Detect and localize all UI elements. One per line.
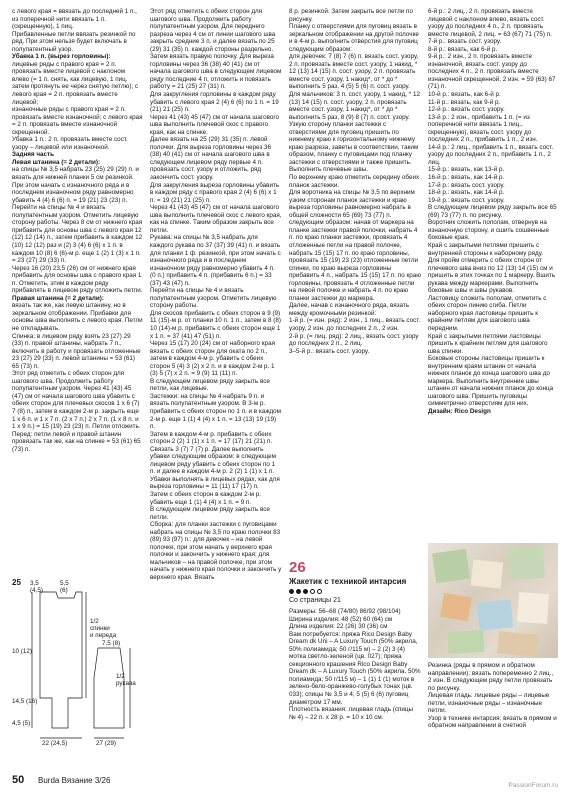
schematic-label: и переда	[90, 632, 117, 639]
magazine-issue: Burda Вязание 3/26	[38, 776, 111, 785]
difficulty-dot	[310, 589, 315, 594]
paragraph: 17-й р.: вязать сост. узору.	[428, 181, 505, 189]
paragraph: Прибавленные петли ввязать резинкой по ряд. При этом нельзя будет включать в полупатентный узор.	[12, 30, 136, 53]
paragraph: 12-й р.: вязать сост. узору.	[428, 106, 505, 114]
paragraph: Планку с отверстиями для пуговиц вязать в зеркальном отображении на другой полочке и в 4-м р. выполнить отверстия для пуговиц следующим образом:	[289, 23, 419, 53]
watermark: PassionForum.ru	[508, 782, 558, 789]
paragraph: В следующем лицевом ряду закрыть все 65 (69) 73 (77) п. по рисунку.	[428, 204, 557, 219]
difficulty-dot	[296, 589, 301, 594]
text-column-3	[289, 8, 421, 560]
paragraph: Далее вязать на 25 (29) 31 (35) п. левой полочки. Для выреза горловины через 36 (38) 40 (41) см от начала шагового шва в следующем лицевом ряду первые 4 п. провязать сост. узору и отложить, ряд закончить сост. узору.	[150, 136, 272, 182]
schematic-label: 22 (24,5)	[42, 740, 68, 747]
schematic-label: 10 (12)	[12, 648, 32, 655]
paragraph: Задняя часть	[12, 151, 54, 159]
paragraph: Через 16 (20) 23,5 (26) см от нижнего края прибавить для основы шва с правого края 1 п. Отметить, этим в каждом ряду прибавлять в лицевом ряду отложить петли.	[12, 264, 143, 295]
schematic-label: (6)	[60, 587, 68, 594]
text-column-2	[150, 8, 282, 776]
paragraph: Далее, начав с изнаночного ряда, вязать между кромочными резинкой:	[289, 302, 410, 317]
difficulty-dot	[317, 589, 322, 594]
paragraph: 7-й р.: вязать сост. узору.	[428, 38, 502, 46]
paragraph: В следующем лицевом ряду закрыть все петли, как лицевые.	[150, 377, 270, 393]
paragraph: Вам потребуется: пряжа Rico Design Baby Dream dk Uni – A Luxury Touch (50% акрила, 50% полиамида; 50 г/115 м) – 2 (2) 3 (4) мотка светло-зеленой (цв. 027); пряжа секционного крашения Rico Design Baby Dream dk – A Luxury Touch (50% акрила, 50% полиамида; 50 г/115 м) – 1 (1) 1 (1) моток в зелено-бело-оранжево-голубых тонах (цв. 033); спицы № 3,5 и 4; 5 (5) 6 (6) пуговиц диаметром 17 мм.	[289, 630, 421, 706]
paragraph: Убавка 1 п.: 2 п. провязать вместе сост. узору – лицевой или изнаночной.	[12, 136, 128, 151]
paragraph: Перейти на спицы № 4 и вязать полупатентным узором. Отметить лицевую сторону работы.	[150, 287, 277, 310]
paragraph: изнаночные ряды с правого края = 2 п. провязать вместе изнаночной; с левого края = 2 п. провязать вместе изнаночной скрещенной.	[12, 106, 143, 136]
schematic-label: 7,5 (8)	[102, 640, 121, 647]
paragraph: Воротник сложить пополам, отвернув на изнаночную сторону, и сшить сошвенные боковые края.	[428, 219, 549, 242]
project-specs	[289, 608, 421, 721]
paragraph: 1-й р. (= изн. ряд): 2 изн., 1 лиц., вязать сост. узору, 2 изн. до последних 2 п., 2 изн.	[289, 317, 421, 332]
paragraph: Резинка (ряды в прямом и обратном направлении): вязать попеременно 2 лиц., 2 изн. В следующем ряду петли провязать по рисунку.	[428, 662, 554, 692]
schematic-label: 27 (29)	[96, 740, 116, 747]
paragraph: Длина изделия: 22 (26) 30 (36) см	[289, 623, 388, 631]
paragraph: 10-й р.: вязать, как 6-й р.	[428, 91, 501, 99]
paragraph: 8-й р.: вязать, как 6-й р.	[428, 45, 498, 53]
paragraph: лицевые ряды с правого края = 2 п. провязать вместе лицевой с наклоном влево (= 1 п. снять, как лицевую, 1 пиц. затем протянуть ее через снятую петлю); с левого края = 2 п. провязать вместе лицевой;	[12, 60, 138, 106]
paragraph: для девочек: 7 (8) 7 (6) п. вязать сост. узору, 2 п. провязать вместе сост. узору, 1 накид, * 12 (13) 14 (15) п. сост. узору, 2 п. провязать вместе сост. узору, 1 накид*, от * до * выполнить 5 раз, 4 (5) 5 (6) п. сост. узору.	[289, 53, 419, 91]
paragraph: Затем в каждом 4-м р. прибавить с обеих сторон 2 (2) 1 (1) х 1 п. = 17 (17) 21 (21) п.	[150, 430, 273, 446]
paragraph: Левая штанина (= 2 детали):	[12, 158, 101, 166]
paragraph: Плотность вязания: лицевая гладь (спицы № 4) – 22 п. х 28 р. = 10 х 10 см.	[289, 706, 414, 721]
project-number: 26	[289, 559, 306, 576]
paragraph: Застежки: на спицы № 4 набрать 9 п. и вязать полупатентным узором. В 3-м р. прибавить с обеих сторон по 1 п. и в каждом 2-м р. еще 1 (1) 4 (4) х 1 п. = 13 (13) 19 (19) п.	[150, 392, 282, 431]
project-title: Жакетик с техникой интарсия	[289, 577, 407, 586]
paragraph: 16-й р.: вязать, как 14-й р.	[428, 174, 505, 182]
page-footer	[12, 770, 558, 792]
paragraph: Связать 3 (7) 7 (7) р. Далее выполнить убавки следующим образом: в следующем лицевом ряду убавить с обеих сторон по 1 п. и далее в каждом 4-м р. 2 (2) 1 (1) х 1 п. Убавки выполнять в лицевых рядах, как для выреза горловины = 11 (11) 17 (17) п.	[150, 445, 280, 491]
paragraph: с левого края = ввязать до последней 1 п., из поперечной нити ввязать 1 п. (скрещенную), 1 пиц.	[12, 8, 137, 31]
knit-sample-photo	[428, 543, 558, 658]
paragraph: Перейти на спицы № 4 и вязать полупатентным узором. Отметить лицевую сторону работы. Через 8 см от нижнего края прибавить для основы шва с левого края 12 (12) 12 (14) п., затем прибавить в каждом 12 (10) 12 (12) раз и (2) 3 (4) 6 (6) х 1 п. в каждом 10 (8) 6 (6)-м р. еще 1 (2) 1 (3) х 1 п. = 23 (27) 29 (33) п.	[12, 204, 143, 265]
paragraph: Дизайн: Rico Design	[428, 407, 491, 415]
paragraph: Перед: петли левой и правой штанин провязать так же, как на спинке = 53 (61) 65 (73) п.	[12, 430, 141, 453]
paragraph: Боковые стороны ластовицы пришить к внутренним краям штанин от начала нижних планок до конца шагового шва до маркера. Выполнить внутренние швы штанин от начала нижних планок до конца шагового шва. Пришить пуговицы симметрично отверстиям для них.	[428, 355, 554, 408]
paragraph: 15-й р.: вязать, как 13-й р.	[428, 166, 505, 174]
paragraph: Лицевая гладь: лицевые ряды – лицевые петли, изнаночные ряды – изнаночные петли.	[428, 692, 550, 715]
paragraph: 11-й р.: вязать, как 9-й р.	[428, 98, 501, 106]
pattern-schematic	[12, 578, 144, 758]
paragraph: Для воротника на спицы № 3,5 по верхним узким сторонам планок застежки и краю выреза горловины равномерно набрать в общей сложности 65 (69) 73 (77) п. следующим образом: начав от маркера на планке застежки правой полочки, набрать 4 п. по краю планки застежки, провязать 4 отложенные петли на правой полочке, набрать 15 (15) 17 п. по краю горловины, провязать 15 (19) 23 (23) отложенные петли спинки, по краю выреза горловины прибавить 4 п., набрать 15 (15) 17 п. по краю горловины, провязать 4 отложенные петли на левой полочке и набрать 4 п. по краю планки застежки до маркера.	[289, 189, 421, 302]
paragraph: Для пройм отмерить с обеих сторон от плечевого шва вниз по 12 (13) 14 (15) см и пришить в этих точках по 1 маркеру. Вшить рукава между маркерами. Выполнить боковые швы и швы рукавов.	[428, 257, 556, 295]
paragraph: Узкую сторону планки застежки с отверстиями для пуговиц пришить по нижнему краю к горизонтальному нижнему краю разреза, заветы в соответствии, таким образом, планку с пуговицами под планку застежки с отверстиями и также пришить.	[289, 121, 419, 166]
paragraph: 3–5-й р.: вязать сост. узору.	[289, 347, 370, 355]
schematic-label: (4,5)	[30, 587, 43, 594]
paragraph: на спицы № 3,5 набрать 23 (25) 29 (29) п. и вязать для нижней планки 5 см резинкой. При этом начать с изнаночного ряда и в последнем изнаночном ряду равномерно убавить 4 (4) 6 (6) п. = 19 (21) 23 (23) п.	[12, 166, 139, 204]
paragraph: Спинка: в лицевом ряду взять 23 (27) 29 (33) п. правой штанины, набрать 7 п., включить в работу и провязать отложенные 23 (27) 29 (33) п. левой штанины = 53 (61) 65 (73) п.	[12, 332, 141, 370]
paragraph: Ширина изделия: 48 (52) 60 (64) см	[289, 615, 393, 623]
project-26-block	[289, 560, 421, 721]
paragraph: В следующем лицевом ряду закрыть все петли.	[150, 506, 270, 521]
paragraph: Для закругления горловины в каждом ряду убавить с левого края 2 (4) 6 (6) по 1 п. = 19 (21) 21 (25) п.	[150, 91, 279, 114]
text-column-1	[12, 8, 143, 573]
page-reference: Со страницы 21	[289, 597, 341, 604]
schematic-label: 1/2	[116, 673, 125, 680]
paragraph: Сборка: для планки застежки с пуговицами набрать на спицы № 3,5 по краю полочки 83 (89) 93 (97) п.: для девочек – на левой полочке, при этом начать у верхнего края полочки и закончить у нижнего края; для мальчиков – на правой полочке, при этом начать у нижнего края полочки и закончить у верхнего края. Вязать	[150, 521, 282, 582]
paragraph: 9-й р.: 2 изн., 2 п. провязать вместе изнаночной, вязать сост. узору до последних 4 п., 2 п. провязать вместе изнаночной скрещенной, 2 изн. = 59 (63) 67 (71) п.	[428, 53, 556, 91]
paragraph: Затем с обеих сторон в каждом 2-м р. убавить еще 1 (1) 4 (4) х 1 п. = 9 п.	[150, 491, 261, 506]
paragraph: 8 р. резинкой. Затем закрыть все петли по рисунку.	[289, 8, 413, 23]
schematic-number: 25	[12, 578, 21, 587]
paragraph: Через 41 (43) 45 (47) см от начала шагового шва выполнить плечевой скос с левого края, как на спинке. Таким образом закрыть все петли.	[150, 204, 282, 234]
text-column-4	[428, 8, 558, 776]
page-number: 50	[12, 774, 25, 786]
paragraph: Рукава: на спицы № 3,5 набрать для каждого рукава по 37 (37) 39 (41) п. и вязать для планки 1 ф. резинкой, при этом начать с изнаночного ряда и в последнем изнаночном ряду равномерно убавить 4 п. (0 п.) прибавить 4 п. (прибавить 6 п.) = 33 (37) 43 (47) п.	[150, 234, 281, 287]
paragraph: Убавка 1 п. (вырез горловины):	[12, 53, 111, 61]
paragraph: 18-й р.: вязать, как 14-й р.	[428, 189, 505, 197]
paragraph: Размеры: 56–68 (74/80) 86/92 (98/104)	[289, 608, 401, 615]
paragraph: Этот ряд отметить с обеих сторон для шагового шва. Продолжить работу полупатентным узором. Через 41 (43) 45 (47) см от начала шагового шва убавить с обеих сторон для плечевых скосов 1 х 6 (7) 7 (8) п., затем в каждом 2-м р. закрыть еще 1 х 6 п. и 1 х 7 п. (2 х 7 п.) 2 х 7 п. (1 х 8 п. и 1 х 9 п.) = 15 (19) 23 (23) п. Петли отложить.	[12, 370, 141, 431]
paragraph: Для мальчиков: 3 п. сост. узору, 1 накид, * 12 (13) 14 (15) п. сост. узору, 2 п. провязать вместе сост. узору, 1 накид*, от * до * выполнить 5 раз, 8 (9) 8 (7) п. сост. узору.	[289, 91, 420, 121]
paragraph: Для скосов прибавить с обеих сторон в 9 (9) 11 (15)-м р. от планки 10 п. 1 п., затем в 8 (8) 10 (14)-м р. прибавить с обеих сторон еще 1 х 1 п. = 37 (41) 47 (51) п.	[150, 309, 282, 340]
paragraph: Край с закрытыми петлями ластовицы пришить к крайним петлям для шагового шва спинки.	[428, 332, 548, 355]
stitch-descriptions	[428, 662, 558, 730]
schematic-label: 4,5 (5)	[12, 720, 31, 727]
paragraph: 2-й р. (= лиц. ряд): 2 лиц., вязать сост. узору до последних 2 п., 2 лиц.	[289, 332, 419, 348]
paragraph: 19-й р.: вязать сост. узору.	[428, 196, 505, 204]
paragraph: Правая штанина (= 2 детали):	[12, 294, 104, 302]
paragraph: Выполнить плечевые швы.	[289, 166, 369, 174]
paragraph: Ластовицу сложить пополам, отметить с обеих сторон линию сгиба. Петли наборного края ластовицы пришить к крайним петлям для шагового шва передним.	[428, 294, 547, 332]
paragraph: Через 41 (43) 45 (47) см от начала шагового шва выполнить плечевой скос с правого края, как на спинке.	[150, 113, 280, 136]
schematic-label: 14,5 (16)	[12, 698, 38, 705]
paragraph: Этот ряд отметить с обеих сторон для шагового шва. Продолжить работу полупатентным узором. Для переднего разреза через 4 см от линии шагового шва закрыть средние 3 п. и далее вязать по 25 (29) 31 (35) п. каждой стороны раздельно. Затем вязать правую полочку. Для выреза горловины через 36 (38) 40 (41) см от начала шагового шва в следующем лицевом ряду последние 4 п. отложить и повязать работу = 21 (25) 27 (31) п.	[150, 8, 282, 91]
paragraph: 6-й р.: 2 лиц., 2 п. провязать вместе лицевой с наклоном влево, вязать сост. узору до последних 4 п., 2 п. провязать вместе лицевой, 2 лиц. = 63 (67) 71 (75) п.	[428, 8, 552, 38]
paragraph: вязать так же, как левую штанину, но в зеркальном отображении. Прибавки для основы шва выполнять с левого края. Петли не откладывать.	[12, 302, 143, 332]
paragraph: 13-й р.: 2 изн., прибавить 1 п. (= из поперечной нити ввязать 1 пиц., скрещенную), вязать сост. узору до последних 2 п., прибавить 1 п., 2 изн.	[428, 113, 538, 144]
schematic-label: рукава	[116, 680, 136, 687]
schematic-label: спинки	[90, 625, 110, 632]
difficulty-rating	[289, 589, 421, 594]
paragraph: Для закругления выреза горловины убавить в каждом ряду с правого края 2 (4) 6 (6) х 1 п. = 19 (21) 21 (25) п.	[150, 181, 280, 204]
schematic-label: 3,5	[30, 580, 39, 587]
paragraph: 14-й р.: 2 лиц., прибавить 1 п., вязать сост. узору до последних 2 п., прибавить 1 п., 2 лиц.	[428, 143, 554, 166]
schematic-drawing	[12, 578, 144, 758]
schematic-label: 5,5	[60, 580, 69, 587]
paragraph: Через 15 (17) 20 (24) см от наборного края вязать с обеих сторон для оката по 2 п., затем в каждом 4-м р. убавить с обеих сторон 5 (4) 3 (2) х 2 п. и в каждом 2-м р. 1 (3) 5 (7) х 2 п. = 9 (9) 11 (11) п.	[150, 340, 275, 378]
paragraph: По верхнему краю отметить середину обеих планок застежки.	[289, 174, 420, 189]
paragraph: Узор в технике интарсия: вязать в прямом и обратном направлении в счетной	[428, 714, 557, 730]
paragraph: Край с закрытыми петлями пришить с внутренней стороны к наборному ряду.	[428, 241, 543, 257]
difficulty-dot	[289, 589, 294, 594]
schematic-label: 1/2	[90, 618, 99, 625]
difficulty-dot	[303, 589, 308, 594]
